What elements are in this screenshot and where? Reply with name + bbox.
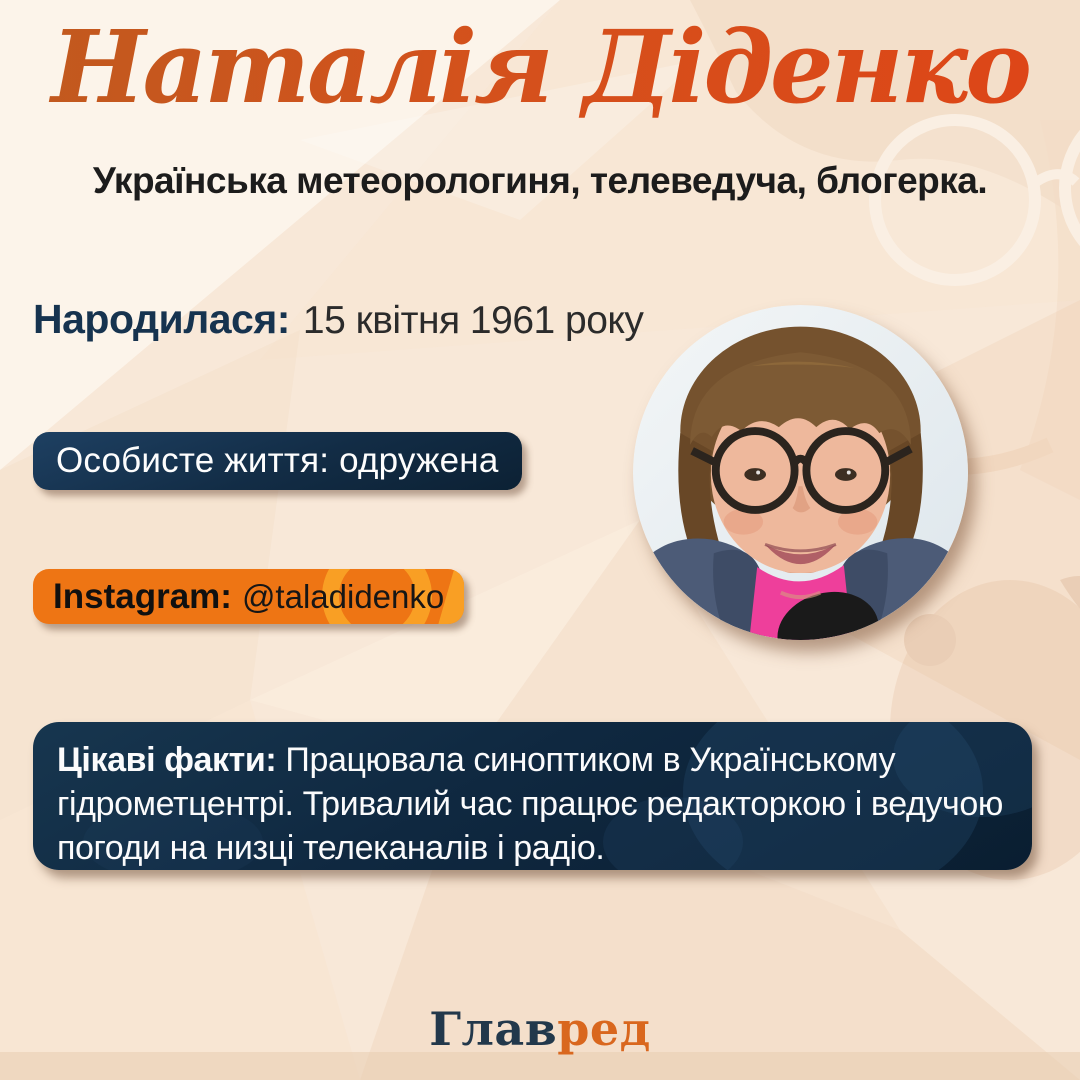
- personal-life-pill: [33, 432, 522, 490]
- page-subtitle: Українська метеорологиня, телеведуча, блогерка.: [92, 160, 988, 201]
- facts-text: Працювала синоптиком в Українському гідрометцентрі. Тривалий час працює редакторкою і ведучою погоди на низці телеканалів і радіо.: [57, 741, 1003, 868]
- facts-box: [33, 722, 1032, 870]
- birth-value: 15 квітня 1961 року: [302, 299, 644, 342]
- glavred-logo: [0, 1002, 1080, 1056]
- birth-label: Народилася:: [33, 296, 290, 342]
- instagram-pill: [33, 569, 464, 624]
- portrait-illustration: [633, 305, 968, 640]
- instagram-handle: @taladidenko: [241, 578, 445, 615]
- birth-line: [33, 296, 643, 343]
- facts-label: Цікаві факти:: [57, 741, 277, 779]
- personal-life-text: Особисте життя: одружена: [56, 441, 499, 480]
- portrait-photo: [633, 305, 968, 640]
- page-title: Наталія Діденко: [0, 10, 1080, 125]
- logo-part-red: ред: [557, 1002, 651, 1056]
- logo-part-glav: Глав: [429, 1002, 558, 1056]
- instagram-label: Instagram:: [53, 577, 232, 616]
